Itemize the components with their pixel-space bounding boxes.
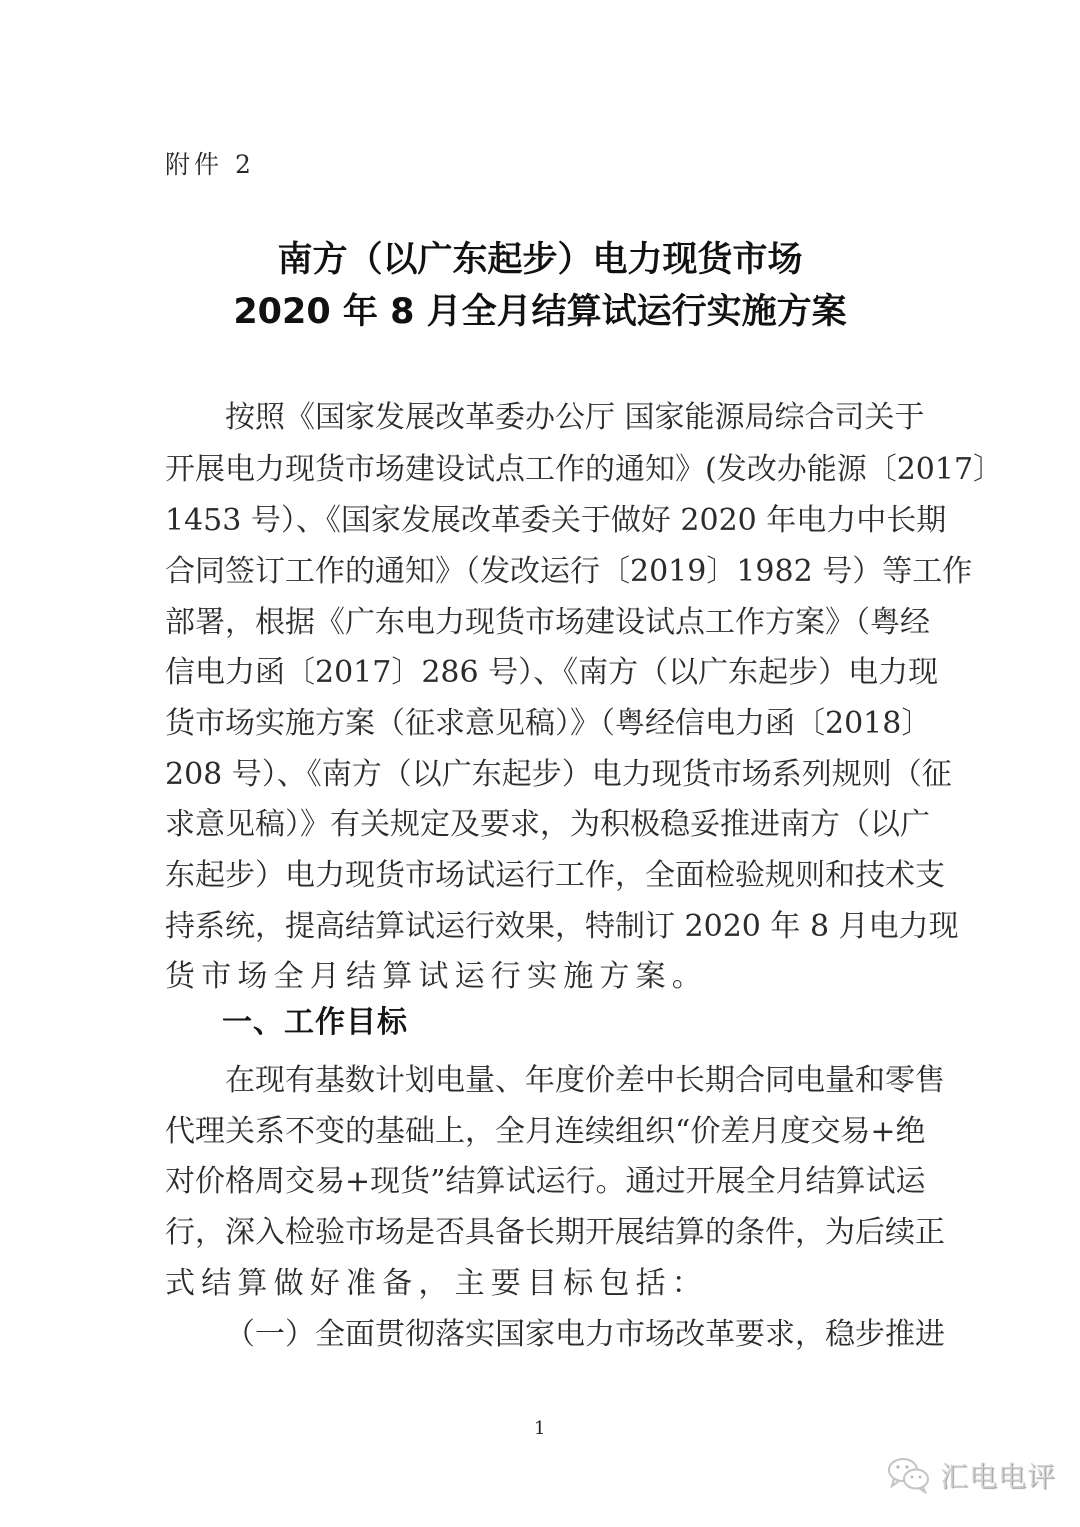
watermark-text: 汇电电评 <box>940 1460 1057 1493</box>
intro-paragraph-line: 持系统，提高结算试运行效果，特制订 2020 年 8 月电力现 <box>165 908 959 944</box>
document-title-line-2: 2020 年 8 月全月结算试运行实施方案 <box>233 292 847 332</box>
document-title-line-1: 南方（以广东起步）电力现货市场 <box>277 240 803 280</box>
intro-paragraph-line: 208 号）、《南方（以广东起步）电力现货市场系列规则（征 <box>165 756 952 792</box>
section-paragraph-line: 式结算做好准备，主要目标包括： <box>165 1265 708 1301</box>
section-paragraph-line: 代理关系不变的基础上，全月连续组织“价差月度交易+绝 <box>165 1113 926 1149</box>
page-number: 1 <box>534 1418 546 1439</box>
intro-paragraph-line: 货市场实施方案（征求意见稿）》（粤经信电力函〔2018〕 <box>165 705 932 741</box>
section-paragraph-line: 行，深入检验市场是否具备长期开展结算的条件，为后续正 <box>165 1214 945 1250</box>
watermark <box>886 1455 1056 1495</box>
intro-paragraph-line: 开展电力现货市场建设试点工作的通知》(发改办能源〔2017〕 <box>165 451 1004 487</box>
intro-paragraph-line: 部署，根据《广东电力现货市场建设试点工作方案》（粤经 <box>165 604 930 640</box>
intro-paragraph-line: 东起步）电力现货市场试运行工作，全面检验规则和技术支 <box>165 857 945 893</box>
intro-paragraph-line: 信电力函〔2017〕286 号）、《南方（以广东起步）电力现 <box>165 654 939 690</box>
section-heading-work-goals: 一、工作目标 <box>222 1005 408 1040</box>
wechat-icon <box>886 1456 932 1494</box>
section-paragraph-line: 对价格周交易+现货”结算试运行。通过开展全月结算试运 <box>165 1163 926 1199</box>
intro-paragraph-line: 货市场全月结算试运行实施方案。 <box>165 958 708 994</box>
attachment-label: 附件 2 <box>165 150 255 179</box>
intro-paragraph-line: 求意见稿）》有关规定及要求，为积极稳妥推进南方（以广 <box>165 806 930 842</box>
subsection-line: （一）全面贯彻落实国家电力市场改革要求，稳步推进 <box>225 1316 945 1352</box>
section-paragraph-line: 在现有基数计划电量、年度价差中长期合同电量和零售 <box>225 1062 945 1098</box>
intro-paragraph-line: 合同签订工作的通知》（发改运行〔2019〕1982 号）等工作 <box>165 553 973 589</box>
intro-paragraph-line: 按照《国家发展改革委办公厅 国家能源局综合司关于 <box>225 399 925 435</box>
intro-paragraph-line: 1453 号）、《国家发展改革委关于做好 2020 年电力中长期 <box>165 502 947 538</box>
